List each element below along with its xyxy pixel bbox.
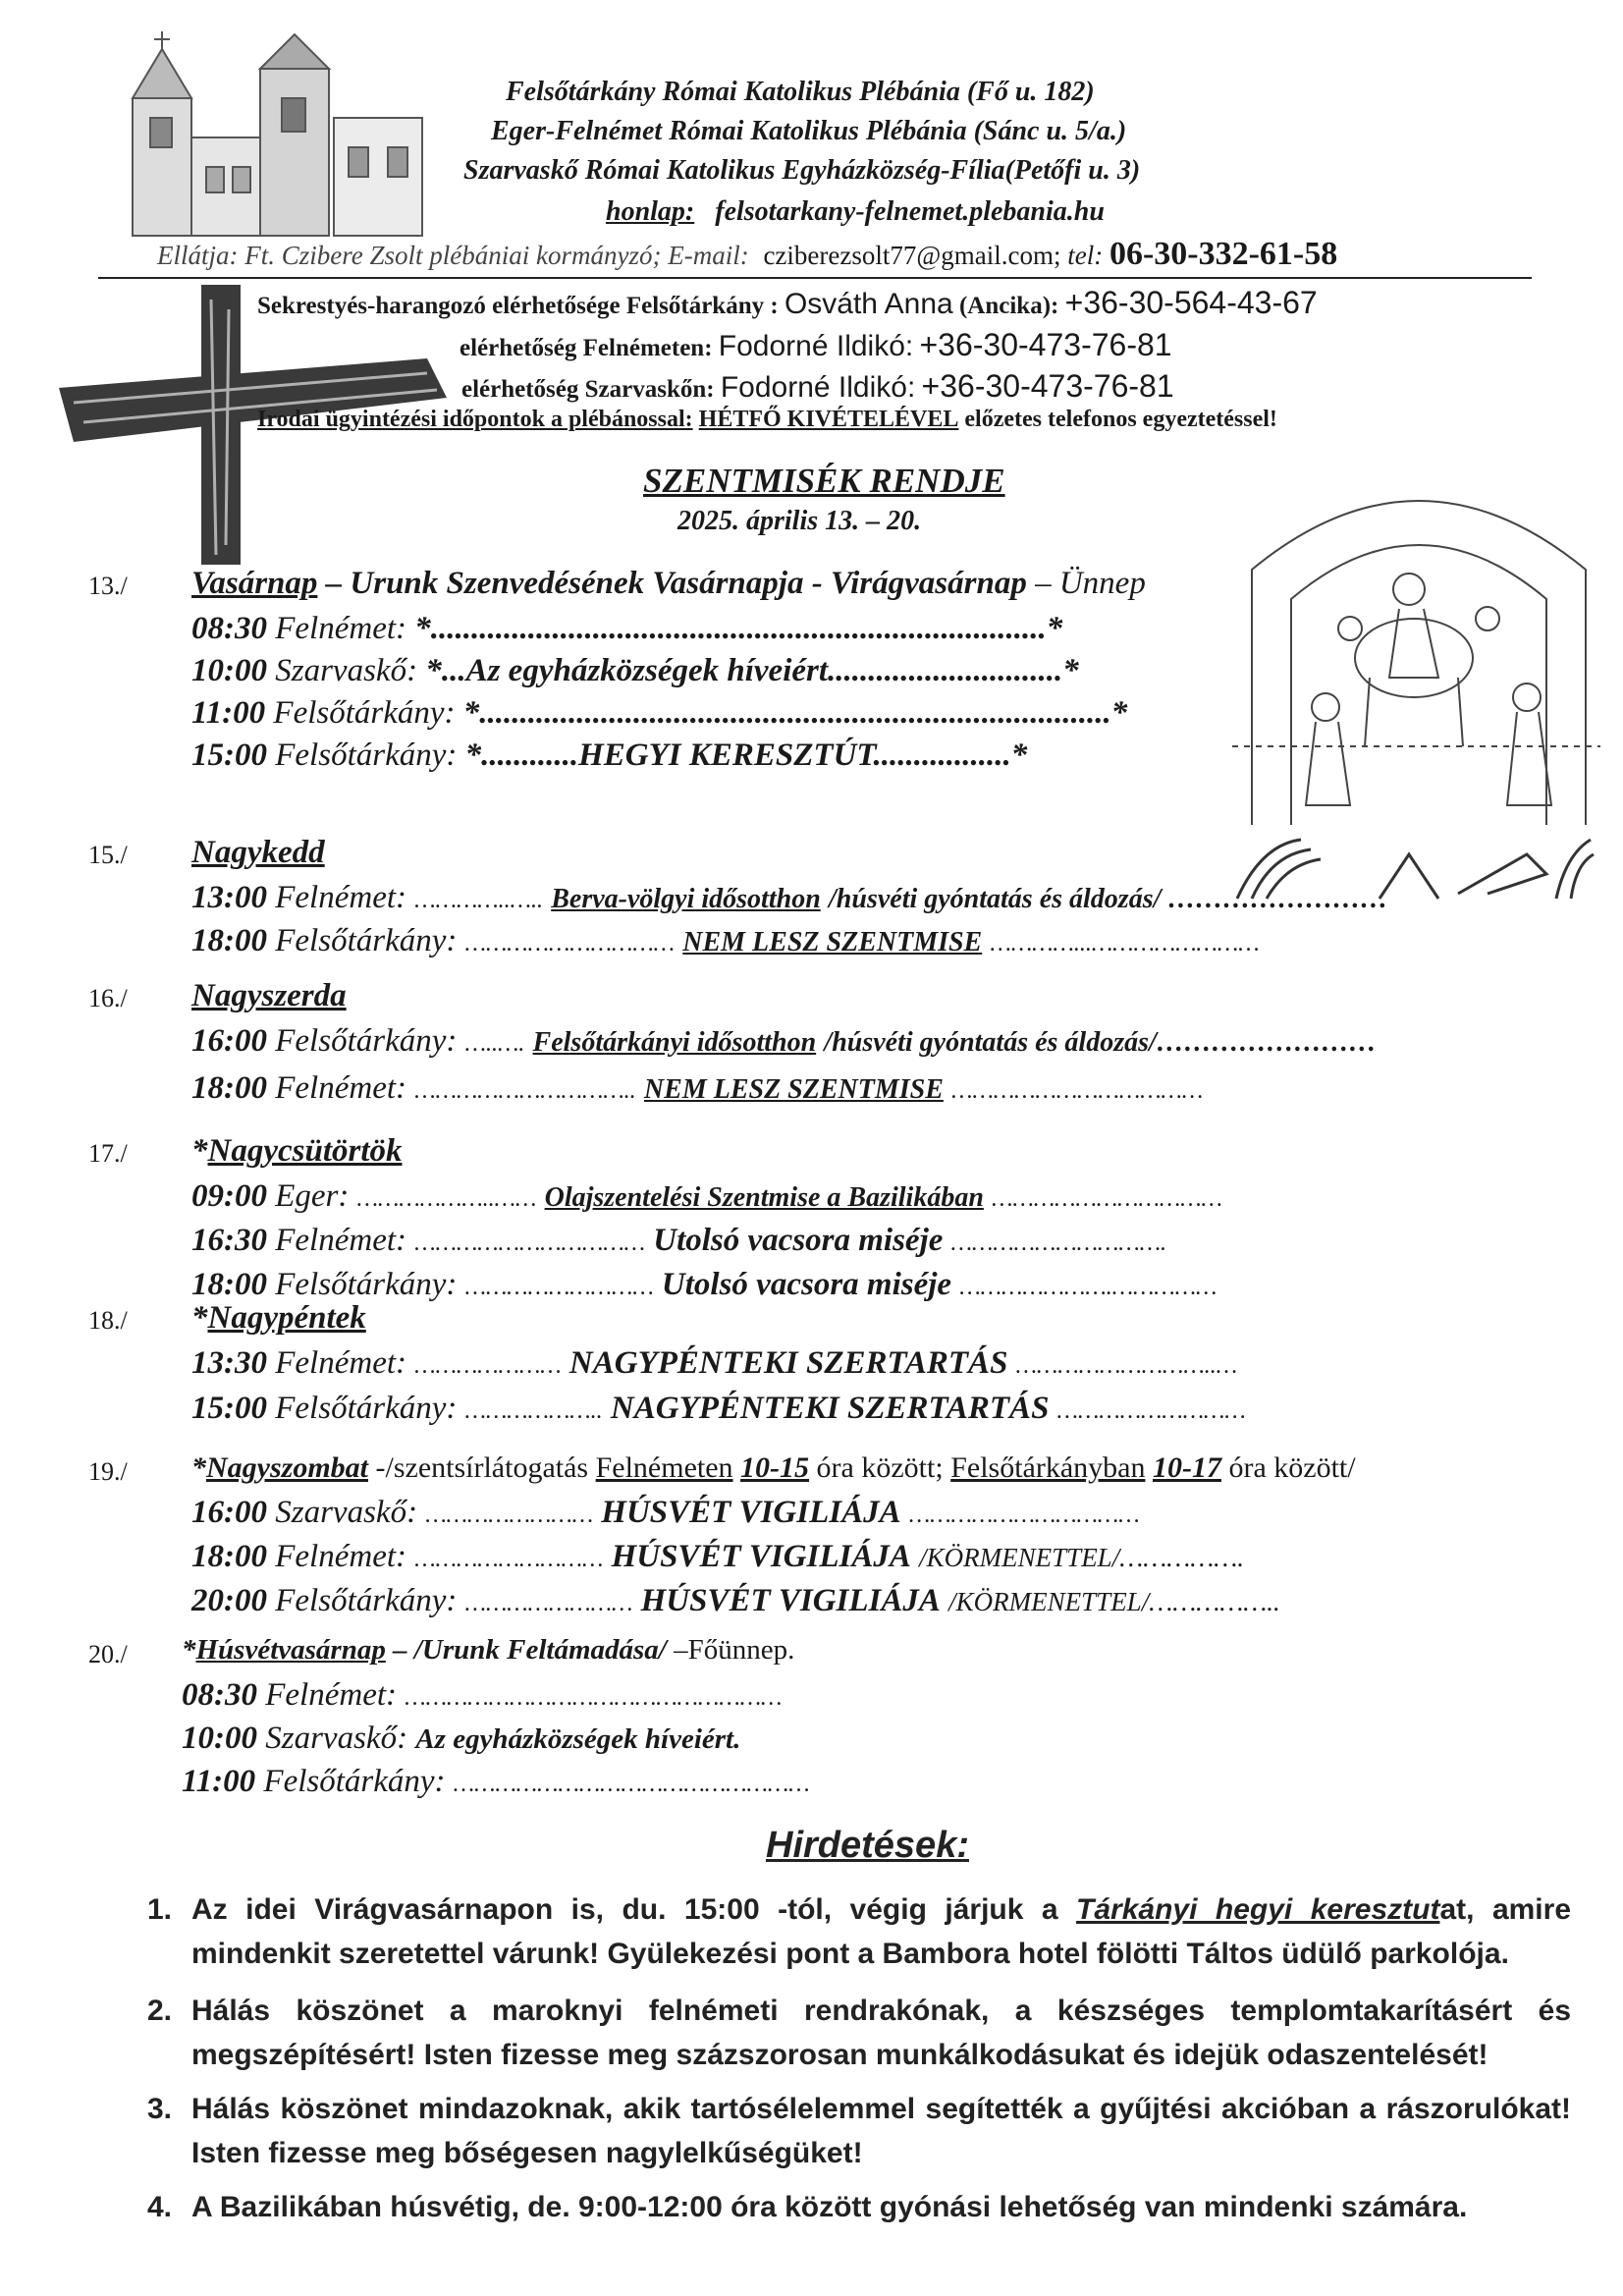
day-13-name: Vasárnap [191, 566, 318, 601]
time: 08:30 [182, 1677, 257, 1713]
office-value: HÉTFŐ KIVÉTELÉVEL [698, 407, 959, 432]
announcement-4 [147, 2185, 1571, 2229]
parish-line-3: Szarvaskő Római Katolikus Egyházközség-Fília(Petőfi u. 3) [463, 155, 1141, 186]
contact-1-name: Osváth Anna [784, 288, 953, 320]
time: 16:00 [191, 1023, 267, 1059]
place: Felnémet: [275, 1223, 407, 1258]
mass-text: *...Az egyházközségek híveiért.............................* [425, 653, 1079, 688]
item-number: 2. [147, 1995, 173, 2027]
time: 15:00 [191, 1391, 267, 1426]
event: Olajszentelési Szentmise a Bazilikában [544, 1182, 984, 1213]
day-13-row-4 [191, 738, 1027, 774]
item-text: A Bazilikában húsvétig, de. 9:00-12:00 óra között gyónási lehetőség van mindenki számára. [191, 2191, 1468, 2223]
event: HÚSVÉT VIGILIÁJA [640, 1583, 941, 1618]
time: 20:00 [191, 1583, 267, 1618]
contact-sacristan [257, 285, 1318, 321]
palm-sunday-illustration-icon [1232, 452, 1600, 830]
provider-line [157, 236, 1337, 273]
event: HÚSVÉT VIGILIÁJA [601, 1495, 901, 1530]
event-rest: ……………………… [1056, 1398, 1246, 1424]
day-20-name: Húsvétvasárnap [195, 1634, 386, 1666]
day-13-row-1 [191, 611, 1062, 647]
item-text: Az idei Virágvasárnapon is, du. 15:00 -tól, végig járjuk a [191, 1893, 1077, 1926]
tel-label: tel: [1067, 241, 1104, 270]
time: 16:30 [191, 1223, 267, 1258]
time: 16:00 [191, 1495, 267, 1530]
day-19-loc1: Felnémeten [595, 1451, 733, 1484]
day-18-label: 18./ [88, 1306, 128, 1335]
event-rest: /KÖRMENETTEL/……………. [919, 1543, 1244, 1572]
day-15-row-2 [191, 923, 1260, 959]
dots: …………………………… [414, 1230, 646, 1256]
office-hours [257, 407, 1277, 433]
day-13-row-3 [191, 695, 1127, 732]
day-19-label: 19./ [88, 1457, 128, 1486]
day-17-row-3 [191, 1267, 1217, 1303]
place: Felnémet: [275, 1539, 407, 1574]
day-17-header: *Nagycsütörtök [191, 1133, 403, 1169]
event-rest: ………………………..… [1015, 1353, 1238, 1379]
contact-3-label: elérhetőség Szarvaskőn: [461, 376, 715, 403]
dots: ……………………… [414, 1547, 604, 1572]
place: Felnémet: [275, 611, 407, 646]
office-label: Irodai ügyintézési időpontok a plébánossal: [257, 407, 693, 432]
day-17-row-1 [191, 1178, 1222, 1215]
place: Eger: [275, 1178, 350, 1214]
contact-1-label: Sekrestyés-harangozó elérhetősége Felsőtárkány : [257, 293, 779, 319]
day-17-label: 17./ [88, 1139, 128, 1168]
dots: …………………………………………… [453, 1772, 810, 1797]
day-15-label: 15./ [88, 841, 128, 869]
homepage-label: honlap: [606, 196, 695, 227]
day-19-row-2 [191, 1539, 1244, 1575]
day-16-row-2 [191, 1070, 1203, 1107]
day-19-end: óra között/ [1228, 1451, 1356, 1484]
day-18-name: Nagypéntek [207, 1300, 366, 1336]
dots: …………..….. [414, 888, 543, 913]
item-text: Hálás köszönet mindazoknak, akik tartósélelemmel segítették a gyűjtési akcióban a rászorulókat! Isten fizesse meg bőségesen nagylelkűségüket! [191, 2093, 1571, 2169]
event-rest: /húsvéti gyóntatás és áldozás/ …………………… [829, 884, 1388, 914]
time: 18:00 [191, 923, 267, 958]
day-13-desc: – Urunk Szenvedésének Vasárnapja - Virágvasárnap [325, 566, 1027, 601]
parish-line-1: Felsőtárkány Római Katolikus Plébánia (Fő u. 182) [506, 77, 1095, 107]
day-19-loc2: Felsőtárkányban [950, 1451, 1146, 1484]
day-16-label: 16./ [88, 984, 128, 1012]
mass-text: Az egyházközségek híveiért. [415, 1723, 741, 1755]
header-divider [98, 277, 1532, 279]
day-19-header: *Nagyszombat -/szentsírlátogatás Felnémeten 10-15 óra között; Felsőtárkányban 10-17 óra között/ [191, 1451, 1356, 1484]
place: Felsőtárkány: [275, 923, 458, 958]
place: Felsőtárkány: [275, 1023, 458, 1059]
day-20-rank: –Főünnep. [674, 1634, 795, 1666]
day-19-mid: óra között; [816, 1451, 944, 1484]
place: Szarvaskő: [275, 1495, 418, 1530]
item-text-rest: at, amire mindenkit szeretettel várunk! Gyülekezési pont a Bambora hotel fölötti Táltos üdülő parkolója. [191, 1893, 1572, 1970]
mass-text: *............................................................................* [414, 611, 1063, 646]
place: Felsőtárkány: [275, 1583, 458, 1618]
announcements-title: Hirdetések: [766, 1825, 969, 1866]
time: 09:00 [191, 1178, 267, 1214]
time: 10:00 [182, 1721, 257, 1756]
day-20-row-1 [182, 1677, 782, 1714]
event-rest: /húsvéti gyóntatás és áldozás/…………………… [824, 1027, 1377, 1058]
place: Felnémet: [265, 1677, 398, 1713]
contact-2-name: Fodorné Ildikó: [718, 330, 914, 362]
office-rest: előzetes telefonos egyeztetéssel! [964, 407, 1277, 432]
contact-1-nick: (Ancika): [958, 293, 1059, 319]
place: Felsőtárkány: [275, 1391, 458, 1426]
contact-2-phone: +36-30-473-76-81 [919, 327, 1172, 362]
day-13-label: 13./ [88, 572, 128, 600]
tel-number: 06-30-332-61-58 [1109, 236, 1338, 272]
mass-text: *..............................................................................* [462, 695, 1128, 731]
event-rest: /KÖRMENETTEL/…………….. [948, 1587, 1280, 1616]
day-15-row-1 [191, 880, 1387, 916]
church-icon [113, 29, 437, 246]
event: NAGYPÉNTEKI SZERTARTÁS [610, 1391, 1050, 1426]
homepage-link[interactable]: felsotarkany-felnemet.plebania.hu [715, 196, 1105, 227]
time: 11:00 [182, 1764, 256, 1799]
dots: ………………………….. [414, 1078, 636, 1104]
parish-line-2: Eger-Felnémet Római Katolikus Plébánia (Sánc u. 5/a.) [491, 116, 1127, 146]
dots: …………………… [464, 1591, 633, 1616]
place: Felsőtárkány: [263, 1764, 446, 1799]
day-19-hrs2: 10-17 [1152, 1451, 1221, 1484]
item-emphasis: Tárkányi hegyi keresztut [1076, 1893, 1440, 1926]
dots: ………………………… [464, 931, 676, 957]
event: Felsőtárkányi idősotthon [532, 1027, 817, 1058]
contact-3-name: Fodorné Ildikó: [720, 371, 916, 404]
time: 11:00 [191, 695, 266, 731]
dots: ………………..…… [356, 1186, 537, 1212]
place: Felnémet: [275, 880, 407, 915]
dots: ………………… [414, 1353, 562, 1379]
event: NEM LESZ SZENTMISE [682, 927, 983, 957]
time: 10:00 [191, 653, 267, 688]
contact-1-phone: +36-30-564-43-67 [1064, 285, 1318, 320]
mass-text: *............HEGYI KERESZTÚT.................* [464, 738, 1028, 773]
dots: ……………………………………………… [405, 1685, 783, 1711]
day-20-header: *Húsvétvasárnap – /Urunk Feltámadása/ –Főünnep. [182, 1634, 795, 1666]
event: Utolsó vacsora miséje [661, 1267, 952, 1302]
day-19-hrs1: 10-15 [740, 1451, 810, 1484]
day-16-name: Nagyszerda [191, 978, 347, 1013]
time: 13:00 [191, 880, 267, 915]
time: 13:30 [191, 1345, 267, 1381]
place: Felnémet: [275, 1345, 407, 1381]
place: Felnémet: [275, 1070, 407, 1106]
schedule-dates: 2025. április 13. – 20. [677, 506, 922, 536]
place: Szarvaskő: [265, 1721, 408, 1756]
event-rest: …………………………. [950, 1230, 1167, 1256]
time: 08:30 [191, 611, 267, 646]
day-13-rank: – Ünnep [1035, 566, 1146, 601]
event-rest: …………………………… [992, 1186, 1222, 1212]
item-number: 1. [147, 1893, 173, 1926]
event: HÚSVÉT VIGILIÁJA [611, 1539, 911, 1574]
day-18-header: *Nagypéntek [191, 1300, 366, 1336]
homepage-line [606, 196, 1105, 228]
contact-2-label: elérhetőség Felnémeten: [460, 335, 713, 361]
day-18-row-2 [191, 1391, 1246, 1427]
place: Felsőtárkány: [275, 738, 458, 773]
day-20-row-3 [182, 1764, 810, 1800]
day-20-label: 20./ [88, 1640, 128, 1668]
dots: …………………… [425, 1503, 594, 1528]
dots: …..…. [464, 1031, 525, 1057]
event-rest: ………………….…………… [959, 1275, 1217, 1300]
announcement-3 [147, 2087, 1571, 2175]
day-13-header [191, 566, 1146, 602]
email-link[interactable]: cziberezsolt77@gmail.com; [763, 241, 1061, 270]
place: Felsőtárkány: [275, 1267, 458, 1302]
day-18-row-1 [191, 1345, 1237, 1382]
day-19-name: Nagyszombat [206, 1451, 368, 1484]
contact-szarvasko [461, 368, 1174, 405]
day-16-row-1 [191, 1023, 1377, 1060]
time: 18:00 [191, 1267, 267, 1302]
day-15-name: Nagykedd [191, 835, 325, 870]
time: 18:00 [191, 1539, 267, 1574]
time: 18:00 [191, 1070, 267, 1106]
place: Felsőtárkány: [273, 695, 456, 731]
day-19-intro: -/szentsírlátogatás [375, 1451, 589, 1484]
dots: ……………………… [464, 1275, 654, 1300]
event-rest: …………...…………………… [990, 931, 1260, 957]
place: Szarvaskő: [275, 653, 418, 688]
contact-3-phone: +36-30-473-76-81 [921, 368, 1174, 404]
day-20-desc: – /Urunk Feltámadása/ [393, 1634, 667, 1666]
item-number: 3. [147, 2093, 173, 2125]
event: NEM LESZ SZENTMISE [643, 1074, 944, 1105]
event: Utolsó vacsora miséje [653, 1223, 944, 1258]
announcement-2 [147, 1989, 1571, 2077]
item-number: 4. [147, 2191, 173, 2223]
schedule-title: SZENTMISÉK RENDJE [643, 462, 1005, 500]
time: 15:00 [191, 738, 267, 773]
day-19-row-1 [191, 1495, 1140, 1531]
day-13-row-2 [191, 653, 1079, 689]
event: NAGYPÉNTEKI SZERTARTÁS [568, 1345, 1008, 1381]
provider-text: Ellátja: Ft. Czibere Zsolt plébániai kormányzó; E-mail: [157, 241, 749, 270]
contact-felnemet [460, 327, 1172, 363]
item-text: Hálás köszönet a maroknyi felnémeti rendrakónak, a készséges templomtakarításért és megszépítésért! Isten fizesse meg százszorosan munkálkodásukat és idejük odaszentelését! [191, 1995, 1571, 2071]
day-20-row-2 [182, 1721, 740, 1757]
dots: ……………….. [464, 1398, 603, 1424]
announcement-1 [147, 1887, 1571, 1976]
event: Berva-völgyi idősotthon [551, 884, 821, 914]
day-17-name: Nagycsütörtök [207, 1133, 403, 1169]
event-rest: ……………………………… [951, 1078, 1204, 1104]
event-rest: …………………………… [908, 1503, 1140, 1528]
day-17-row-2 [191, 1223, 1166, 1259]
day-19-row-3 [191, 1583, 1280, 1619]
